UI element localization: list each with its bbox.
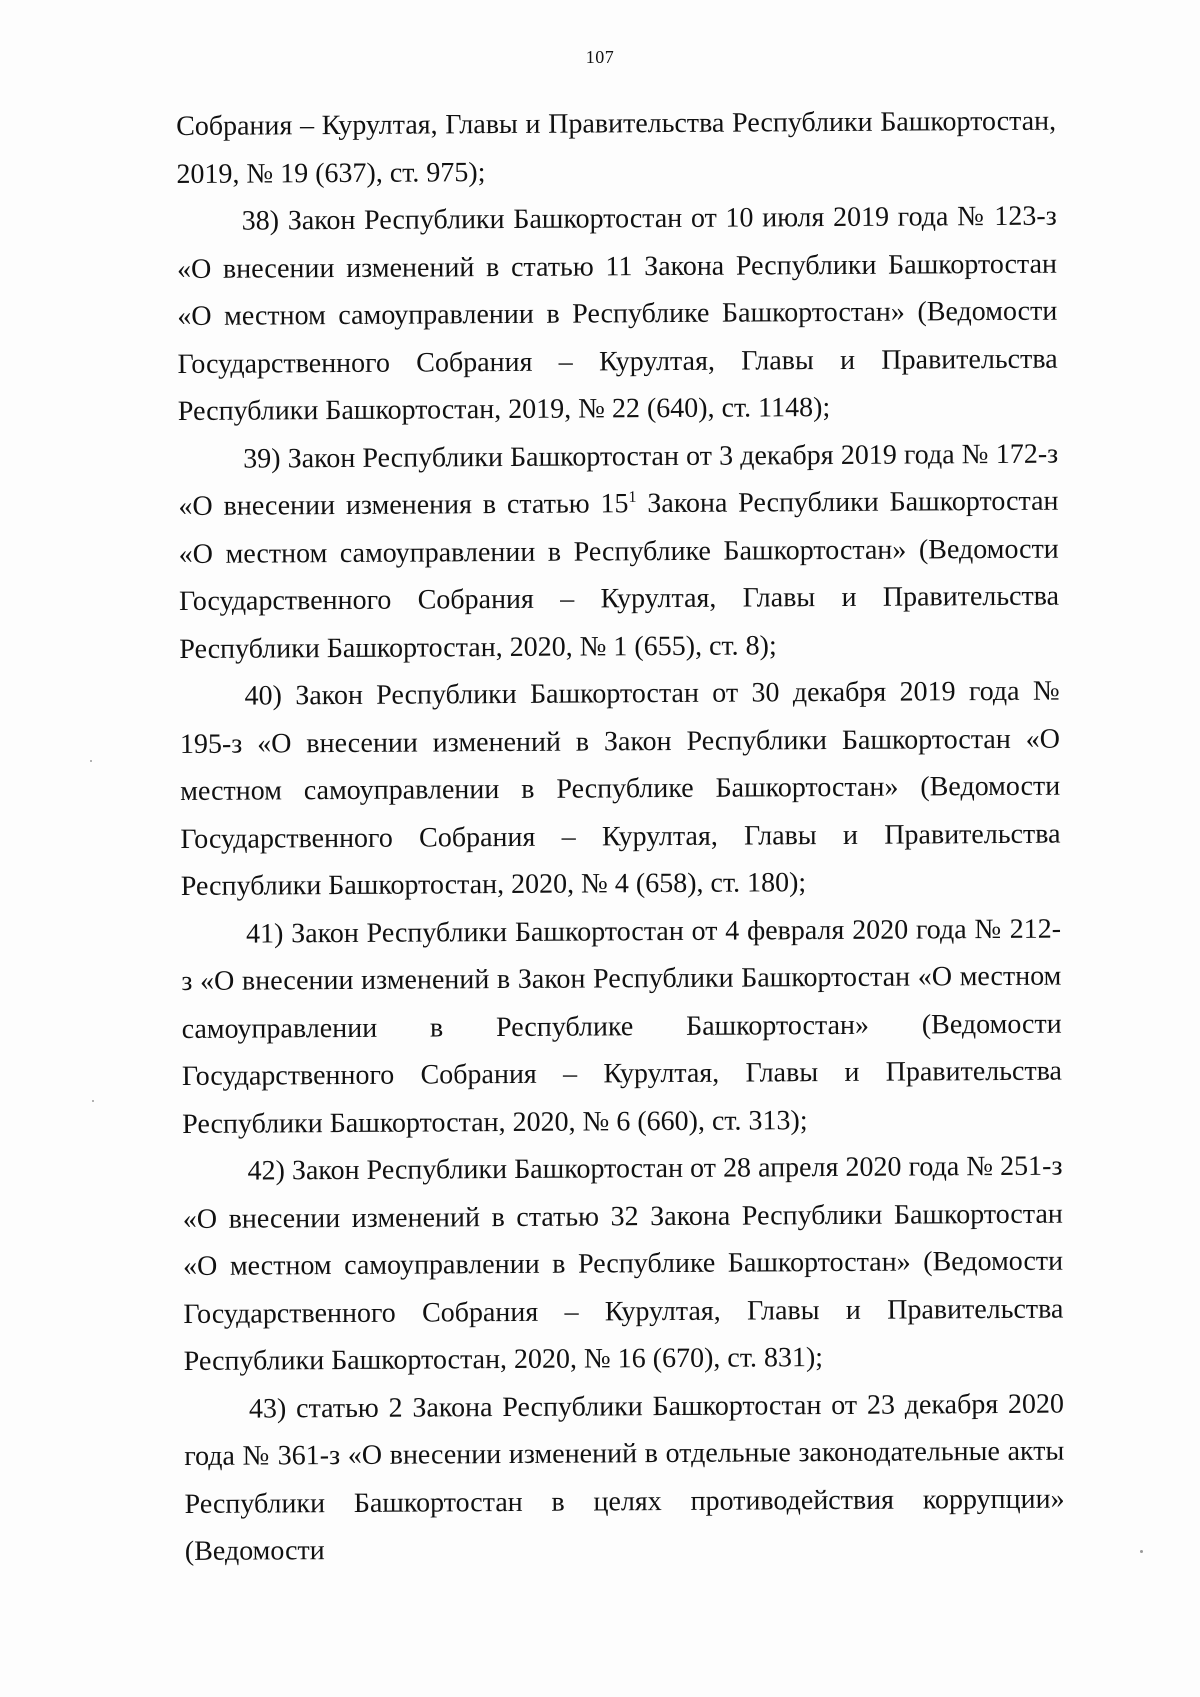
paragraph-item-40: 40) Закон Республики Башкортостан от 30 декабря 2019 года № 195-з «О внесении изменений в Закон Республики Башкортостан «О местном самоуправлении в Республике Башкортостан» (Ведомости Государственного Собрания – Курултая, Главы и Правительства Республики Башкортостан, 2020, № 4 (658), ст. 180); <box>179 675 1061 902</box>
paragraph-continuation: Собрания – Курултая, Главы и Правительства Республики Башкортостан, 2019, № 19 (637), ст. 975); <box>176 105 1057 190</box>
superscript-index: 1 <box>628 488 637 506</box>
document-body <box>176 98 1065 1576</box>
paragraph-item-39 <box>178 430 1059 673</box>
paragraph-item-39-part-1: 39) Закон Республики Башкортостан от 3 декабря 2019 года № 172-з «О внесении изменения в статью 15 <box>178 438 1059 522</box>
paragraph-item-42: 42) Закон Республики Башкортостан от 28 апреля 2020 года № 251-з «О внесении изменений в статью 32 Закона Республики Башкортостан «О местном самоуправлении в Республике Башкортостан» (Ведомости Государственного Собрания – Курултая, Главы и Правительства Республики Башкортостан, 2020, № 16 (670), ст. 831); <box>182 1150 1064 1377</box>
paragraph-item-43: 43) статью 2 Закона Республики Башкортостан от 23 декабря 2020 года № 361-з «О внесении изменений в отдельные законодательные акты Республики Башкортостан в целях противодействия коррупции» (Ведомости <box>184 1388 1065 1567</box>
paragraph-item-41: 41) Закон Республики Башкортостан от 4 февраля 2020 года № 212-з «О внесении изменений в Закон Республики Башкортостан «О местном самоуправлении в Республике Башкортостан» (Ведомости Государственного Собрания – Курултая, Главы и Правительства Республики Башкортостан, 2020, № 6 (660), ст. 313); <box>181 913 1063 1140</box>
scan-speck <box>1140 1550 1143 1553</box>
page-number: 107 <box>585 47 615 67</box>
scan-speck <box>90 760 92 762</box>
scan-speck <box>92 1100 94 1102</box>
paragraph-item-39-part-2: Закона Республики Башкортостан «О местном самоуправлении в Республике Башкортостан» (Ведомости Государственного Собрания – Курултая, Главы и Правительства Республики Башкортостан, 2020, № 1 (655), ст. 8); <box>178 485 1060 665</box>
paragraph-item-38: 38) Закон Республики Башкортостан от 10 июля 2019 года № 123-з «О внесении изменений в статью 11 Закона Республики Башкортостан «О местном самоуправлении в Республике Башкортостан» (Ведомости Государственного Собрания – Курултая, Главы и Правительства Республики Башкортостан, 2019, № 22 (640), ст. 1148); <box>176 200 1058 427</box>
